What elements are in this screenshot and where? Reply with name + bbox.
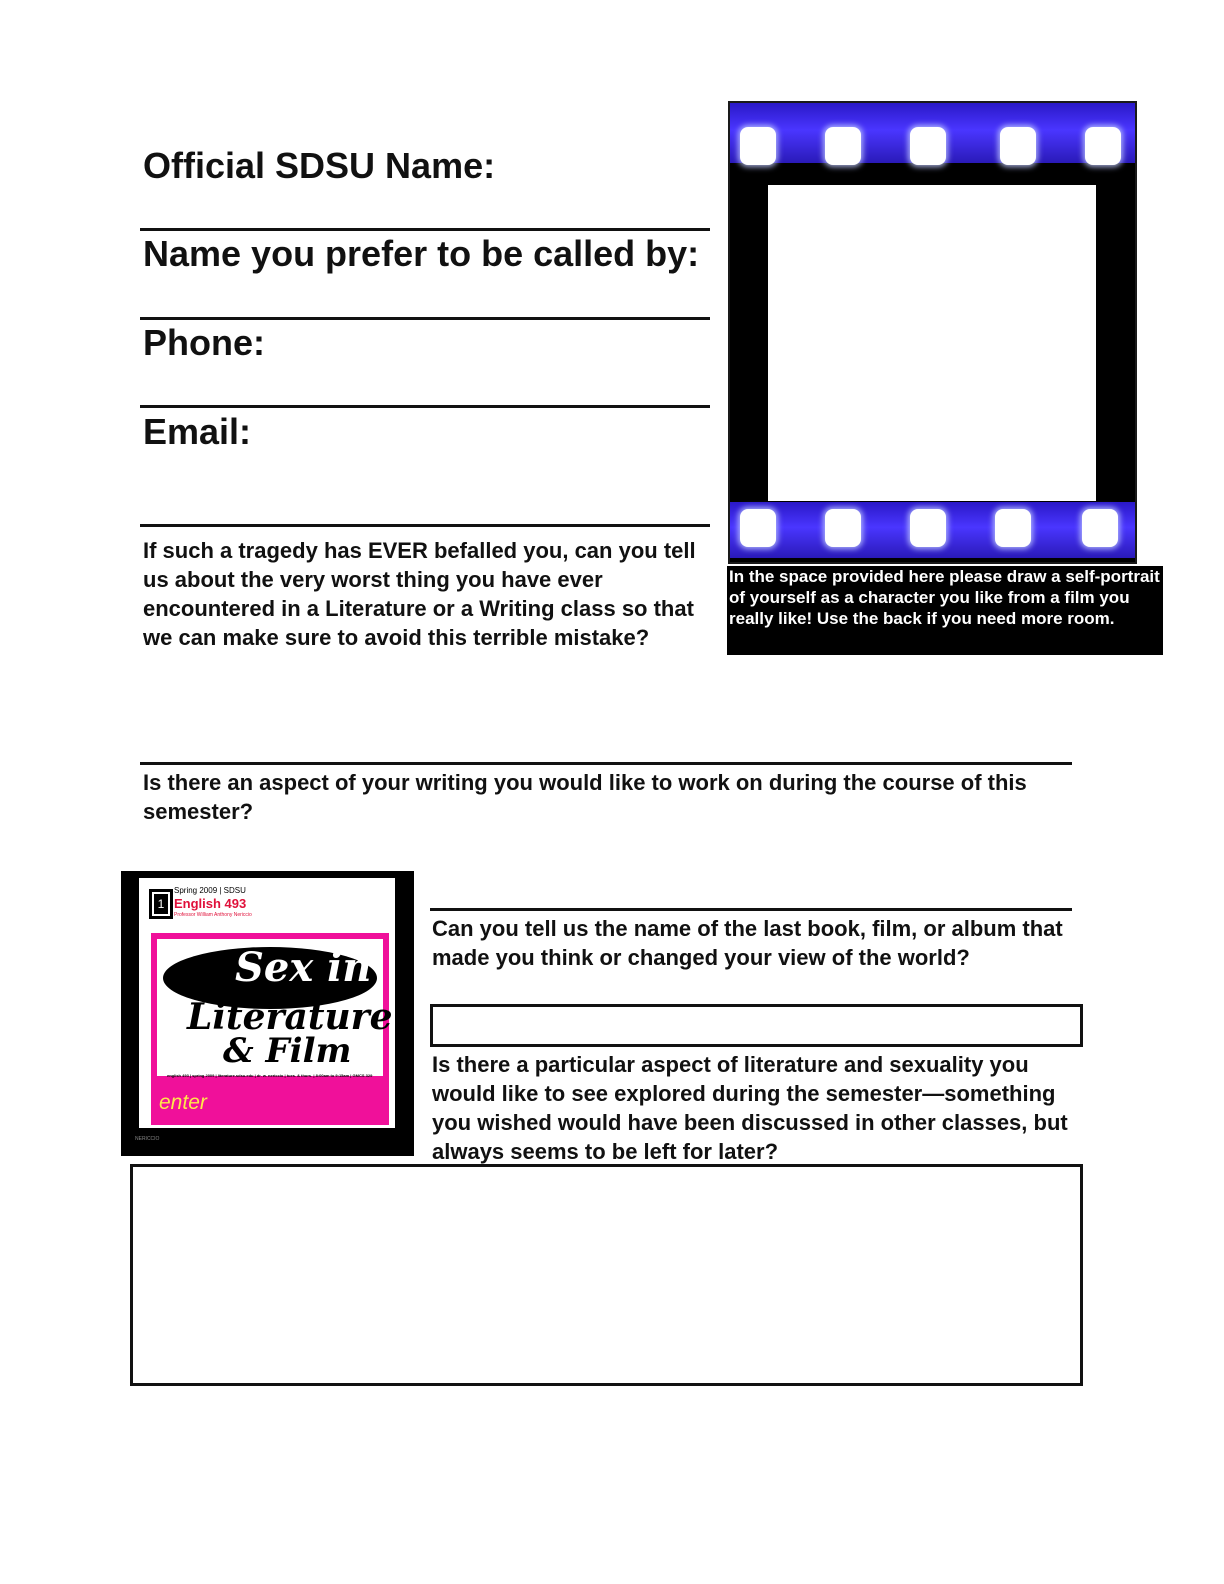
sprocket-hole-icon xyxy=(1085,127,1121,165)
course-poster-image xyxy=(121,871,414,1156)
phone-line[interactable] xyxy=(140,405,710,408)
course-title-line3: & Film xyxy=(223,1031,352,1071)
sprocket-hole-icon xyxy=(825,127,861,165)
sprocket-hole-icon xyxy=(740,509,776,547)
course-poster xyxy=(139,878,395,1128)
course-fine-print: english 493 | spring 2009 | literature.sdsu.edu | dr. w. nericcio | tues. & thurs. | 8:00am to 9:15am | GMCS 329 xyxy=(167,1073,373,1078)
tragedy-question: If such a tragedy has EVER befalled you, can you tell us about the very worst thing you have ever encountered in a Literature or a Writing class so that we can make sure to avoid this terrible mistake? xyxy=(143,538,696,650)
official-name-label: Official SDSU Name: xyxy=(143,145,496,186)
corner-mark: NERICCIO xyxy=(135,1136,160,1142)
last-book-answer-box[interactable] xyxy=(430,1004,1083,1047)
email-label: Email: xyxy=(143,411,252,452)
sexuality-aspect-question: Is there a particular aspect of literature and sexuality you would like to see explored during the semester—something you wished would have been discussed in other classes, but always seems to be left for later? xyxy=(432,1052,1068,1164)
sprocket-hole-icon xyxy=(995,509,1031,547)
course-title-line1: Sex in xyxy=(235,944,372,991)
self-portrait-film-strip xyxy=(728,101,1137,564)
phone-label: Phone: xyxy=(143,322,265,363)
preferred-name-line[interactable] xyxy=(140,317,710,320)
course-title-line2: Literature xyxy=(187,996,393,1038)
enter-link: enter xyxy=(159,1091,207,1114)
tragedy-answer-line[interactable] xyxy=(140,762,1072,765)
sexuality-answer-box[interactable] xyxy=(130,1164,1083,1386)
sprocket-hole-icon xyxy=(910,127,946,165)
course-pink-panel xyxy=(151,933,393,1125)
last-book-question: Can you tell us the name of the last book, film, or album that made you think or changed your view of the world? xyxy=(432,916,1063,970)
sprocket-hole-icon xyxy=(1082,509,1118,547)
course-professor: Professor William Anthony Nericcio xyxy=(174,912,252,918)
sprocket-hole-icon xyxy=(1000,127,1036,165)
writing-aspect-question: Is there an aspect of your writing you would like to work on during the course of this semester? xyxy=(143,770,1027,824)
sprocket-hole-icon xyxy=(825,509,861,547)
sprocket-hole-icon xyxy=(740,127,776,165)
course-name: English 493 xyxy=(174,896,247,911)
writing-aspect-answer-line[interactable] xyxy=(430,908,1072,911)
email-line[interactable] xyxy=(140,524,710,527)
film-caption: In the space provided here please draw a self-portrait of yourself as a character you like from a film you really like! Use the back if you need more room. xyxy=(727,566,1163,655)
course-title-panel xyxy=(157,939,393,1078)
preferred-name-label: Name you prefer to be called by: xyxy=(143,233,700,274)
course-term: Spring 2009 | SDSU xyxy=(174,886,246,895)
badge-icon: 1 xyxy=(149,889,173,919)
sprocket-hole-icon xyxy=(910,509,946,547)
self-portrait-drawing-area[interactable] xyxy=(768,185,1096,501)
official-name-line[interactable] xyxy=(140,228,710,231)
